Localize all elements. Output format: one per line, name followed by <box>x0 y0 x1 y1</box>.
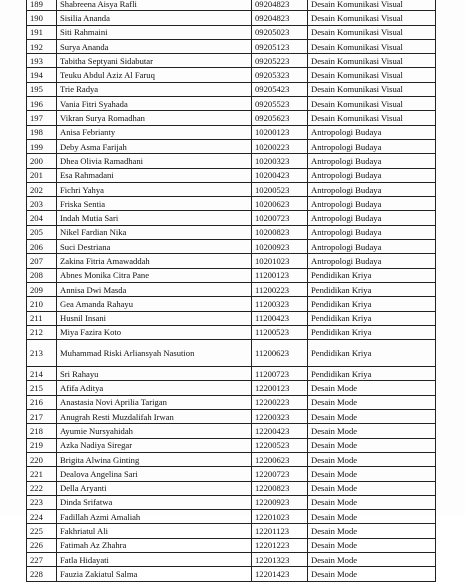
row-number-cell: 212 <box>27 325 57 339</box>
table-row <box>27 297 436 311</box>
student-code-cell: 10200123 <box>252 125 308 139</box>
study-program-cell: Antropologi Budaya <box>308 139 436 153</box>
student-name-cell: Dhea Olivia Ramadhani <box>57 154 252 168</box>
student-code-cell: 09205323 <box>252 68 308 82</box>
study-program-cell: Desain Komunikasi Visual <box>308 25 436 39</box>
student-name-cell: Anugrah Resti Muzdalifah Irwan <box>57 410 252 424</box>
table-row <box>27 225 436 239</box>
table-row <box>27 0 436 11</box>
row-number-cell: 218 <box>27 424 57 438</box>
row-number-cell: 214 <box>27 367 57 381</box>
student-code-cell: 10200223 <box>252 139 308 153</box>
study-program-cell: Antropologi Budaya <box>308 225 436 239</box>
row-number-cell: 204 <box>27 211 57 225</box>
student-name-cell: Afifa Aditya <box>57 381 252 395</box>
study-program-cell: Desain Mode <box>308 567 436 581</box>
student-name-cell: Sisilia Ananda <box>57 11 252 25</box>
study-program-cell: Antropologi Budaya <box>308 154 436 168</box>
table-row <box>27 410 436 424</box>
row-number-cell: 223 <box>27 495 57 509</box>
student-code-cell: 11200523 <box>252 325 308 339</box>
student-name-cell: Zakina Fitria Amawaddah <box>57 254 252 268</box>
table-row <box>27 524 436 538</box>
table-row <box>27 168 436 182</box>
study-program-cell: Desain Komunikasi Visual <box>308 68 436 82</box>
student-name-cell: Siti Rahmaini <box>57 25 252 39</box>
student-name-cell: Vania Fitri Syahada <box>57 97 252 111</box>
table-row <box>27 125 436 139</box>
row-number-cell: 225 <box>27 524 57 538</box>
study-program-cell: Pendidikan Kriya <box>308 282 436 296</box>
study-program-cell: Desain Mode <box>308 495 436 509</box>
row-number-cell: 198 <box>27 125 57 139</box>
table-row <box>27 381 436 395</box>
student-name-cell: Muhammad Riski Arliansyah Nasution <box>57 340 252 367</box>
student-code-cell: 12200523 <box>252 438 308 452</box>
row-number-cell: 191 <box>27 25 57 39</box>
student-code-cell: 12201023 <box>252 510 308 524</box>
row-number-cell: 221 <box>27 467 57 481</box>
row-number-cell: 199 <box>27 139 57 153</box>
table-row <box>27 197 436 211</box>
student-code-cell: 10200323 <box>252 154 308 168</box>
row-number-cell: 206 <box>27 240 57 254</box>
student-code-cell: 12201223 <box>252 538 308 552</box>
row-number-cell: 220 <box>27 452 57 466</box>
study-program-cell: Antropologi Budaya <box>308 182 436 196</box>
student-name-cell: Dinda Srifatwa <box>57 495 252 509</box>
student-code-cell: 12200423 <box>252 424 308 438</box>
student-name-cell: Esa Rahmadani <box>57 168 252 182</box>
row-number-cell: 203 <box>27 197 57 211</box>
student-name-cell: Fakhriatul Ali <box>57 524 252 538</box>
study-program-cell: Desain Mode <box>308 395 436 409</box>
table-row <box>27 97 436 111</box>
table-row <box>27 467 436 481</box>
student-name-cell: Trie Radya <box>57 82 252 96</box>
table-row <box>27 82 436 96</box>
table-row <box>27 211 436 225</box>
student-name-cell: Fauzia Zakiatul Salma <box>57 567 252 581</box>
row-number-cell: 196 <box>27 97 57 111</box>
student-code-cell: 10200823 <box>252 225 308 239</box>
table-row <box>27 481 436 495</box>
student-code-cell: 09205623 <box>252 111 308 125</box>
student-name-cell: Annisa Dwi Masda <box>57 282 252 296</box>
student-name-cell: Vikran Surya Romadhan <box>57 111 252 125</box>
row-number-cell: 200 <box>27 154 57 168</box>
study-program-cell: Pendidikan Kriya <box>308 340 436 367</box>
student-code-cell: 09204823 <box>252 0 308 11</box>
student-code-cell: 12200623 <box>252 452 308 466</box>
table-row <box>27 325 436 339</box>
student-name-cell: Anastasia Novi Aprilia Tarigan <box>57 395 252 409</box>
study-program-cell: Pendidikan Kriya <box>308 325 436 339</box>
study-program-cell: Desain Mode <box>308 452 436 466</box>
study-program-cell: Desain Komunikasi Visual <box>308 39 436 53</box>
row-number-cell: 197 <box>27 111 57 125</box>
table-row <box>27 552 436 566</box>
study-program-cell: Antropologi Budaya <box>308 254 436 268</box>
row-number-cell: 211 <box>27 311 57 325</box>
table-row <box>27 268 436 282</box>
student-name-cell: Nikel Fardian Nika <box>57 225 252 239</box>
study-program-cell: Desain Mode <box>308 410 436 424</box>
study-program-cell: Desain Komunikasi Visual <box>308 11 436 25</box>
student-code-cell: 12201423 <box>252 567 308 581</box>
row-number-cell: 216 <box>27 395 57 409</box>
table-row <box>27 240 436 254</box>
student-list-table <box>26 0 436 582</box>
study-program-cell: Antropologi Budaya <box>308 240 436 254</box>
row-number-cell: 226 <box>27 538 57 552</box>
study-program-cell: Desain Mode <box>308 481 436 495</box>
study-program-cell: Antropologi Budaya <box>308 211 436 225</box>
table-row <box>27 340 436 367</box>
student-code-cell: 12200723 <box>252 467 308 481</box>
student-code-cell: 12200223 <box>252 395 308 409</box>
student-name-cell: Miya Fazira Koto <box>57 325 252 339</box>
student-name-cell: Anisa Febrianty <box>57 125 252 139</box>
student-code-cell: 09205123 <box>252 39 308 53</box>
table-row <box>27 495 436 509</box>
student-name-cell: Gea Amanda Rahayu <box>57 297 252 311</box>
row-number-cell: 202 <box>27 182 57 196</box>
table-row <box>27 154 436 168</box>
student-name-cell: Azka Nadiya Siregar <box>57 438 252 452</box>
student-code-cell: 11200423 <box>252 311 308 325</box>
table-row <box>27 111 436 125</box>
student-code-cell: 09205023 <box>252 25 308 39</box>
study-program-cell: Desain Komunikasi Visual <box>308 54 436 68</box>
table-row <box>27 367 436 381</box>
row-number-cell: 215 <box>27 381 57 395</box>
study-program-cell: Antropologi Budaya <box>308 168 436 182</box>
study-program-cell: Desain Mode <box>308 381 436 395</box>
student-code-cell: 11200123 <box>252 268 308 282</box>
student-code-cell: 11200623 <box>252 340 308 367</box>
student-name-cell: Abnes Monika Citra Pane <box>57 268 252 282</box>
student-name-cell: Brigita Alwina Ginting <box>57 452 252 466</box>
student-name-cell: Deby Asma Farijah <box>57 139 252 153</box>
table-row <box>27 282 436 296</box>
student-name-cell: Ayumie Nursyahidah <box>57 424 252 438</box>
table-row <box>27 25 436 39</box>
table-row <box>27 54 436 68</box>
study-program-cell: Pendidikan Kriya <box>308 311 436 325</box>
table-row <box>27 395 436 409</box>
student-name-cell: Fatla Hidayati <box>57 552 252 566</box>
study-program-cell: Pendidikan Kriya <box>308 268 436 282</box>
student-code-cell: 12200323 <box>252 410 308 424</box>
student-name-cell: Della Aryanti <box>57 481 252 495</box>
study-program-cell: Desain Mode <box>308 524 436 538</box>
student-code-cell: 11200223 <box>252 282 308 296</box>
study-program-cell: Antropologi Budaya <box>308 197 436 211</box>
student-name-cell: Surya Ananda <box>57 39 252 53</box>
student-code-cell: 12200123 <box>252 381 308 395</box>
study-program-cell: Desain Mode <box>308 552 436 566</box>
student-code-cell: 12201323 <box>252 552 308 566</box>
student-code-cell: 09204823 <box>252 11 308 25</box>
study-program-cell: Antropologi Budaya <box>308 125 436 139</box>
student-code-cell: 10200423 <box>252 168 308 182</box>
row-number-cell: 201 <box>27 168 57 182</box>
student-code-cell: 11200323 <box>252 297 308 311</box>
row-number-cell: 195 <box>27 82 57 96</box>
study-program-cell: Desain Komunikasi Visual <box>308 0 436 11</box>
student-code-cell: 10200923 <box>252 240 308 254</box>
study-program-cell: Desain Mode <box>308 424 436 438</box>
student-name-cell: Dealova Angelina Sari <box>57 467 252 481</box>
row-number-cell: 219 <box>27 438 57 452</box>
row-number-cell: 224 <box>27 510 57 524</box>
row-number-cell: 227 <box>27 552 57 566</box>
table-row <box>27 254 436 268</box>
student-code-cell: 12201123 <box>252 524 308 538</box>
row-number-cell: 228 <box>27 567 57 581</box>
student-name-cell: Fichri Yahya <box>57 182 252 196</box>
study-program-cell: Desain Mode <box>308 467 436 481</box>
row-number-cell: 205 <box>27 225 57 239</box>
study-program-cell: Desain Komunikasi Visual <box>308 97 436 111</box>
student-code-cell: 09205223 <box>252 54 308 68</box>
table-row <box>27 424 436 438</box>
row-number-cell: 189 <box>27 0 57 11</box>
study-program-cell: Desain Komunikasi Visual <box>308 111 436 125</box>
table-row <box>27 11 436 25</box>
student-code-cell: 10200623 <box>252 197 308 211</box>
student-name-cell: Teuku Abdul Aziz Al Faruq <box>57 68 252 82</box>
student-name-cell: Indah Mutia Sari <box>57 211 252 225</box>
student-name-cell: Fatimah Az Zhahra <box>57 538 252 552</box>
table-row <box>27 311 436 325</box>
student-code-cell: 10200523 <box>252 182 308 196</box>
student-name-cell: Sri Rahayu <box>57 367 252 381</box>
row-number-cell: 207 <box>27 254 57 268</box>
student-code-cell: 12200823 <box>252 481 308 495</box>
study-program-cell: Desain Komunikasi Visual <box>308 82 436 96</box>
student-code-cell: 10200723 <box>252 211 308 225</box>
table-row <box>27 452 436 466</box>
table-row <box>27 567 436 581</box>
row-number-cell: 194 <box>27 68 57 82</box>
student-name-cell: Fadillah Azmi Amaliah <box>57 510 252 524</box>
row-number-cell: 217 <box>27 410 57 424</box>
student-name-cell: Tabitha Septyani Sidabutar <box>57 54 252 68</box>
study-program-cell: Desain Mode <box>308 510 436 524</box>
student-code-cell: 10201023 <box>252 254 308 268</box>
row-number-cell: 192 <box>27 39 57 53</box>
student-name-cell: Friska Sentia <box>57 197 252 211</box>
student-name-cell: Shabreena Aisya Rafli <box>57 0 252 11</box>
table-row <box>27 538 436 552</box>
study-program-cell: Pendidikan Kriya <box>308 367 436 381</box>
row-number-cell: 208 <box>27 268 57 282</box>
row-number-cell: 190 <box>27 11 57 25</box>
row-number-cell: 213 <box>27 340 57 367</box>
student-name-cell: Suci Destriana <box>57 240 252 254</box>
row-number-cell: 210 <box>27 297 57 311</box>
table-row <box>27 39 436 53</box>
table-row <box>27 438 436 452</box>
table-row <box>27 139 436 153</box>
study-program-cell: Pendidikan Kriya <box>308 297 436 311</box>
table-row <box>27 510 436 524</box>
table-row <box>27 68 436 82</box>
study-program-cell: Desain Mode <box>308 538 436 552</box>
study-program-cell: Desain Mode <box>308 438 436 452</box>
student-code-cell: 11200723 <box>252 367 308 381</box>
student-name-cell: Husnil Insani <box>57 311 252 325</box>
row-number-cell: 193 <box>27 54 57 68</box>
student-code-cell: 09205523 <box>252 97 308 111</box>
row-number-cell: 209 <box>27 282 57 296</box>
student-code-cell: 09205423 <box>252 82 308 96</box>
table-row <box>27 182 436 196</box>
student-list-body <box>27 0 436 581</box>
row-number-cell: 222 <box>27 481 57 495</box>
student-code-cell: 12200923 <box>252 495 308 509</box>
